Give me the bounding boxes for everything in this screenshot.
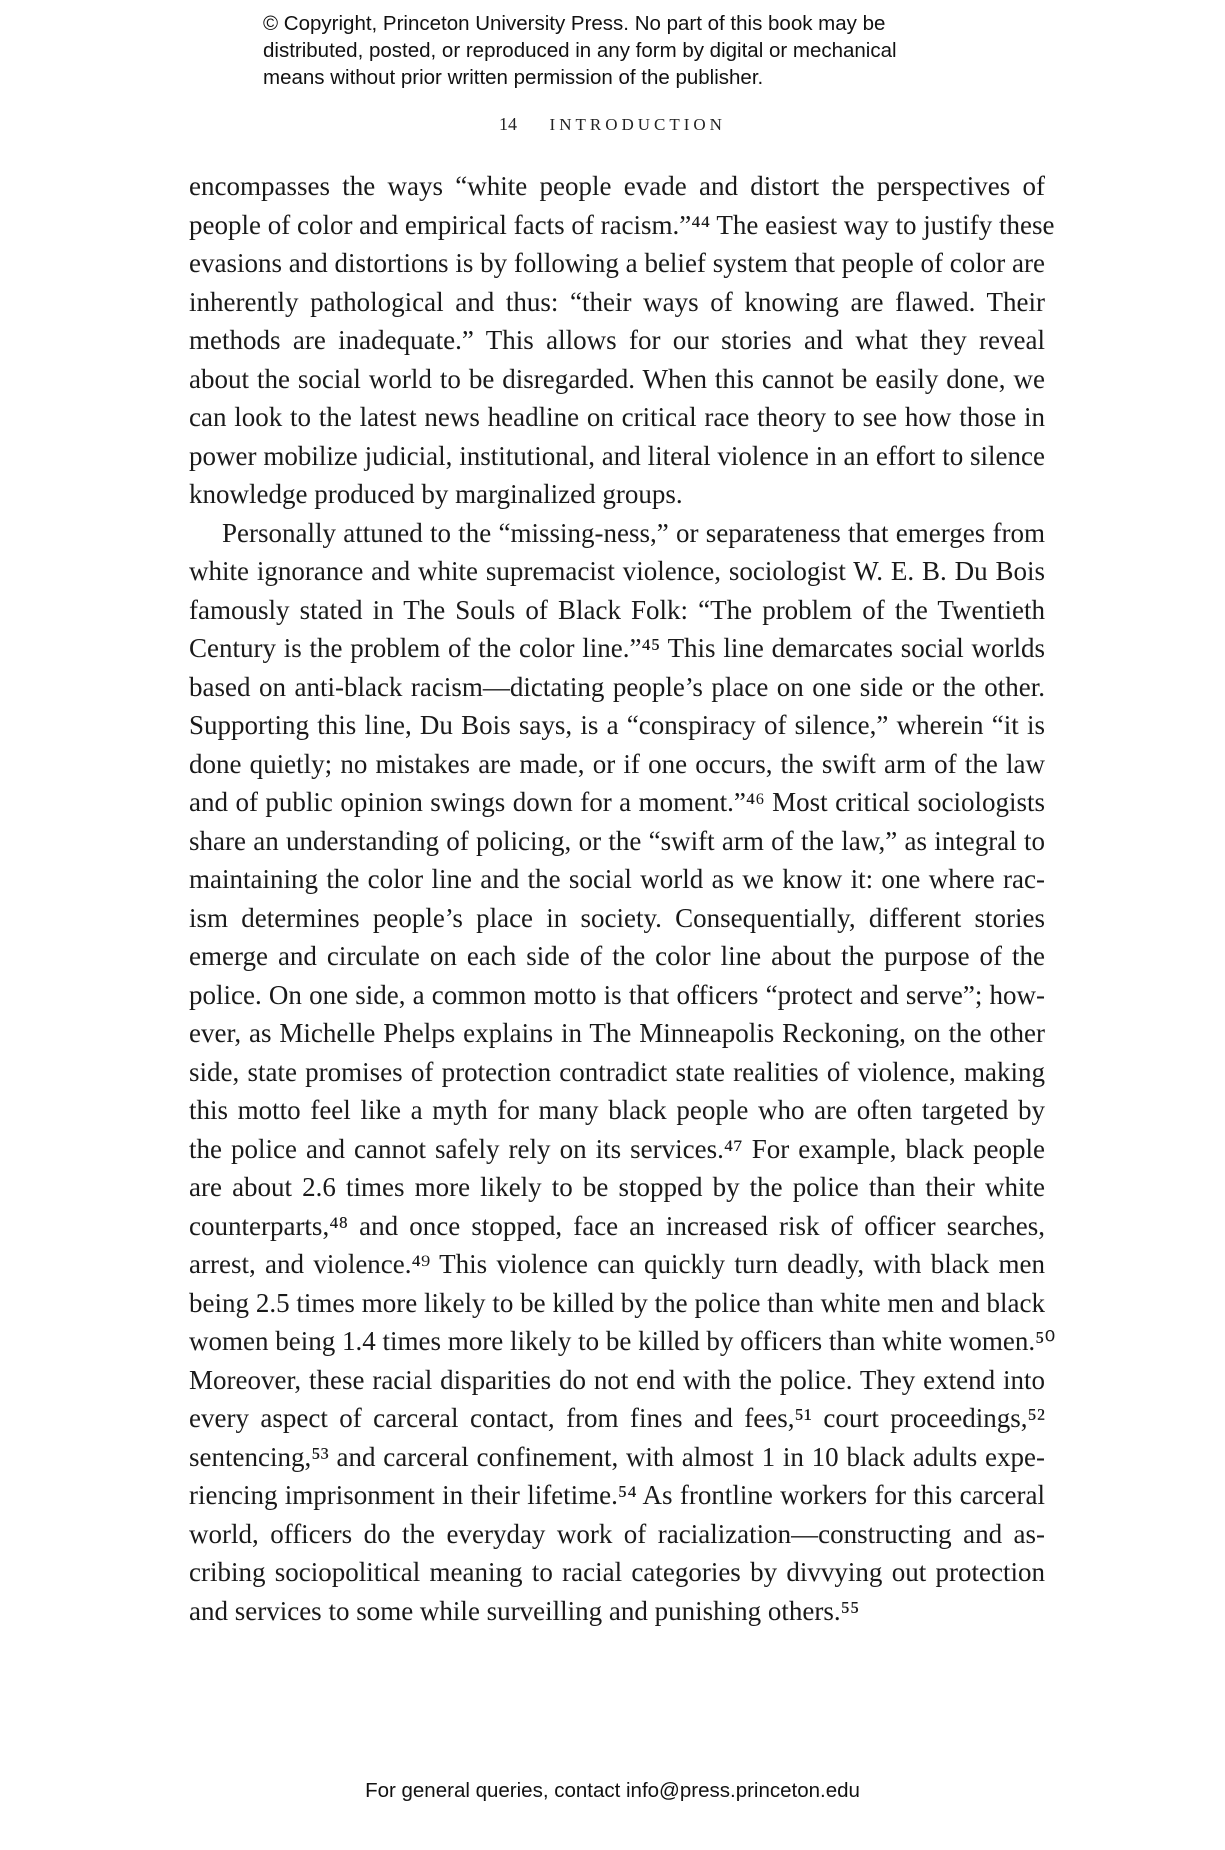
- text-line: every aspect of carceral contact, from fines and fees,⁵¹ court proceedings,⁵²: [189, 1403, 1045, 1433]
- text-line: the police and cannot safely rely on its services.⁴⁷ For example, black people: [189, 1133, 1045, 1164]
- copyright-notice: [263, 10, 963, 91]
- text-line: cribing sociopolitical meaning to racial categories by divvying out protection: [189, 1557, 1045, 1587]
- text-line: counterparts,⁴⁸ and once stopped, face an increased risk of officer searches,: [189, 1210, 1045, 1241]
- text-line: Century is the problem of the color line.”⁴⁵ This line demarcates social worlds: [189, 633, 1045, 663]
- text-line: methods are inadequate.” This allows for our stories and what they reveal: [189, 325, 1045, 355]
- paragraph-1: [189, 167, 1055, 514]
- text-line: side, state promises of protection contradict state realities of violence, making: [189, 1056, 1045, 1087]
- text-line: riencing imprisonment in their lifetime.⁵⁴ As frontline workers for this carceral: [189, 1480, 1045, 1510]
- running-head: [0, 114, 1225, 135]
- text-line: emerge and circulate on each side of the color line about the purpose of the: [189, 941, 1045, 971]
- text-line: people of color and empirical facts of racism.”⁴⁴ The easiest way to justify these: [189, 209, 1055, 240]
- text-line: Moreover, these racial disparities do not end with the police. They extend into: [189, 1364, 1045, 1395]
- text-line: ever, as Michelle Phelps explains in The Minneapolis Reckoning, on the other: [189, 1018, 1045, 1048]
- text-line: share an understanding of policing, or the “swift arm of the law,” as integral to: [189, 825, 1045, 856]
- text-line: ism determines people’s place in society. Consequentially, different stories: [189, 902, 1045, 933]
- text-line: evasions and distortions is by following a belief system that people of color are: [189, 248, 1045, 278]
- text-line: famously stated in The Souls of Black Folk: “The problem of the Twentieth: [189, 594, 1045, 625]
- text-line: can look to the latest news headline on critical race theory to see how those in: [189, 402, 1045, 432]
- text-line: women being 1.4 times more likely to be killed by officers than white women.⁵⁰: [189, 1326, 1056, 1356]
- page-number: 14: [499, 114, 518, 134]
- text-line: sentencing,⁵³ and carceral confinement, with almost 1 in 10 black adults expe-: [189, 1441, 1045, 1472]
- text-line: and of public opinion swings down for a moment.”⁴⁶ Most critical sociologists: [189, 787, 1045, 817]
- text-line: police. On one side, a common motto is that officers “protect and serve”; how-: [189, 979, 1045, 1010]
- text-line: based on anti-black racism—dictating people’s place on one side or the other.: [189, 671, 1045, 702]
- paragraph-2: [189, 514, 1056, 1631]
- text-line: knowledge produced by marginalized groups.: [189, 479, 683, 509]
- text-line: this motto feel like a myth for many black people who are often targeted by: [189, 1095, 1045, 1125]
- text-line: world, officers do the everyday work of racialization—constructing and as-: [189, 1518, 1045, 1549]
- text-line: and services to some while surveilling and punishing others.⁵⁵: [189, 1595, 860, 1626]
- text-line: arrest, and violence.⁴⁹ This violence can quickly turn deadly, with black men: [189, 1249, 1045, 1279]
- copyright-line: distributed, posted, or reproduced in any form by digital or mechanical: [263, 39, 897, 62]
- text-line: about the social world to be disregarded. When this cannot be easily done, we: [189, 363, 1045, 394]
- text-line: encompasses the ways “white people evade and distort the perspectives of: [189, 171, 1045, 201]
- copyright-line: © Copyright, Princeton University Press. No part of this book may be: [263, 12, 886, 35]
- text-line: Supporting this line, Du Bois says, is a “conspiracy of silence,” wherein “it is: [189, 710, 1045, 740]
- text-line: maintaining the color line and the social world as we know it: one where rac-: [189, 864, 1045, 894]
- text-line: white ignorance and white supremacist violence, sociologist W. E. B. Du Bois: [189, 556, 1045, 586]
- text-line: Personally attuned to the “missing-ness,” or separateness that emerges from: [222, 517, 1045, 548]
- footer-contact: For general queries, contact info@press.princeton.edu: [365, 1779, 860, 1802]
- text-line: are about 2.6 times more likely to be stopped by the police than their white: [189, 1172, 1045, 1202]
- text-line: done quietly; no mistakes are made, or if one occurs, the swift arm of the law: [189, 748, 1045, 779]
- chapter-title: INTRODUCTION: [549, 115, 726, 134]
- text-line: inherently pathological and thus: “their ways of knowing are flawed. Their: [189, 286, 1045, 317]
- copyright-line: means without prior written permission of the publisher.: [263, 66, 764, 89]
- body-text: [189, 167, 1056, 1630]
- text-line: being 2.5 times more likely to be killed by the police than white men and black: [189, 1287, 1045, 1318]
- text-line: power mobilize judicial, institutional, and literal violence in an effort to silence: [189, 440, 1045, 471]
